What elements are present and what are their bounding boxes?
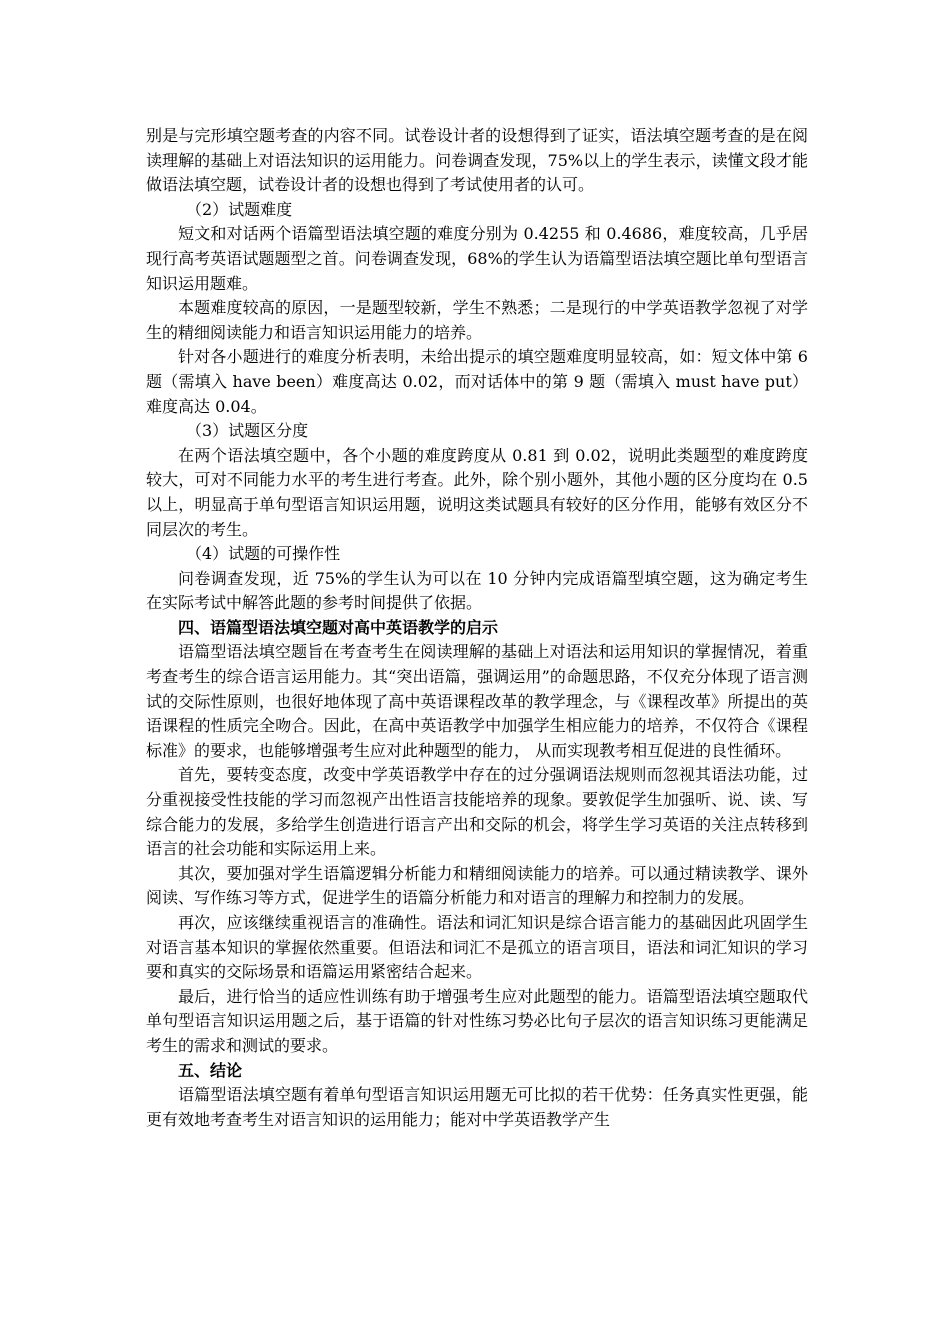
paragraph: 本题难度较高的原因，一是题型较新，学生不熟悉；二是现行的中学英语教学忽视了对学生的精细阅读能力和语言知识运用能力的培养。: [146, 298, 808, 342]
paragraph: 问卷调查发现，近 75%的学生认为可以在 10 分钟内完成语篇型填空题，这为确定考生在实际考试中解答此题的参考时间提供了依据。: [146, 568, 808, 613]
paragraph: 针对各小题进行的难度分析表明，未给出提示的填空题难度明显较高，如：短文体中第 6 题（需填入 have been）难度高达 0.02，而对话体中的第 9 题（需填入 must have put）难度高达 0.04。: [146, 347, 808, 416]
paragraph: 在两个语法填空题中，各个小题的难度跨度从 0.81 到 0.02，说明此类题型的难度跨度较大，可对不同能力水平的考生进行考查。此外，除个别小题外，其他小题的区分度均在 0.5 以上，明显高于单句型语言知识运用题，说明这类试题具有较好的区分作用，能够有效区分不同层次的考生。: [146, 445, 808, 539]
document-page: [146, 124, 808, 1132]
paragraph: 语篇型语法填空题有着单句型语言知识运用题无可比拟的若干优势：任务真实性更强，能更有效地考查考生对语言知识的运用能力；能对中学英语教学产生: [146, 1085, 808, 1129]
section-heading-five: 五、结论: [178, 1060, 243, 1080]
paragraph: 语篇型语法填空题旨在考查考生在阅读理解的基础上对语法和运用知识的掌握情况，着重考查考生的综合语言运用能力。其“突出语篇，强调运用”的命题思路，不仅充分体现了语言测试的交际性原则，也很好地体现了高中英语课程改革的教学理念，与《课程改革》所提出的英语课程的性质完全吻合。因此，在高中英语教学中加强学生相应能力的培养，不仅符合《课程标准》的要求，也能够增强考生应对此种题型的能力， 从而实现教考相互促进的良性循环。: [146, 642, 808, 760]
paragraph: 短文和对话两个语篇型语法填空题的难度分别为 0.4255 和 0.4686，难度较高，几乎居现行高考英语试题题型之首。问卷调查发现，68%的学生认为语篇型语法填空题比单句型语言知识运用题难。: [146, 224, 808, 293]
paragraph-continuation: 别是与完形填空题考查的内容不同。试卷设计者的设想得到了证实，语法填空题考查的是在阅读理解的基础上对语法知识的运用能力。问卷调查发现，75%以上的学生表示，读懂文段才能做语法填空题，试卷设计者的设想也得到了考试使用者的认可。: [146, 126, 808, 195]
paragraph: 最后，进行恰当的适应性训练有助于增强考生应对此题型的能力。语篇型语法填空题取代单句型语言知识运用题之后，基于语篇的针对性练习势必比句子层次的语言知识练习更能满足考生的需求和测试的要求。: [146, 986, 808, 1055]
paragraph: 首先，要转变态度，改变中学英语教学中存在的过分强调语法规则而忽视其语法功能，过分重视接受性技能的学习而忽视产出性语言技能培养的现象。要敦促学生加强听、说、读、写综合能力的发展，多给学生创造进行语言产出和交际的机会，将学生学习英语的关注点转移到语言的社会功能和实际运用上来。: [146, 765, 808, 859]
paragraph: 再次，应该继续重视语言的准确性。语法和词汇知识是综合语言能力的基础因此巩固学生对语言基本知识的掌握依然重要。但语法和词汇不是孤立的语言项目，语法和词汇知识的学习要和真实的交际场景和语篇运用紧密结合起来。: [146, 913, 808, 982]
subheading-operability: （4）试题的可操作性: [186, 544, 341, 564]
paragraph: 其次，要加强对学生语篇逻辑分析能力和精细阅读能力的培养。可以通过精读教学、课外阅读、写作练习等方式，促进学生的语篇分析能力和对语言的理解力和控制力的发展。: [146, 863, 808, 908]
subheading-discrimination: （3）试题区分度: [186, 421, 309, 441]
subheading-test-difficulty: （2）试题难度: [186, 199, 293, 219]
section-heading-four: 四、语篇型语法填空题对高中英语教学的启示: [178, 617, 499, 637]
